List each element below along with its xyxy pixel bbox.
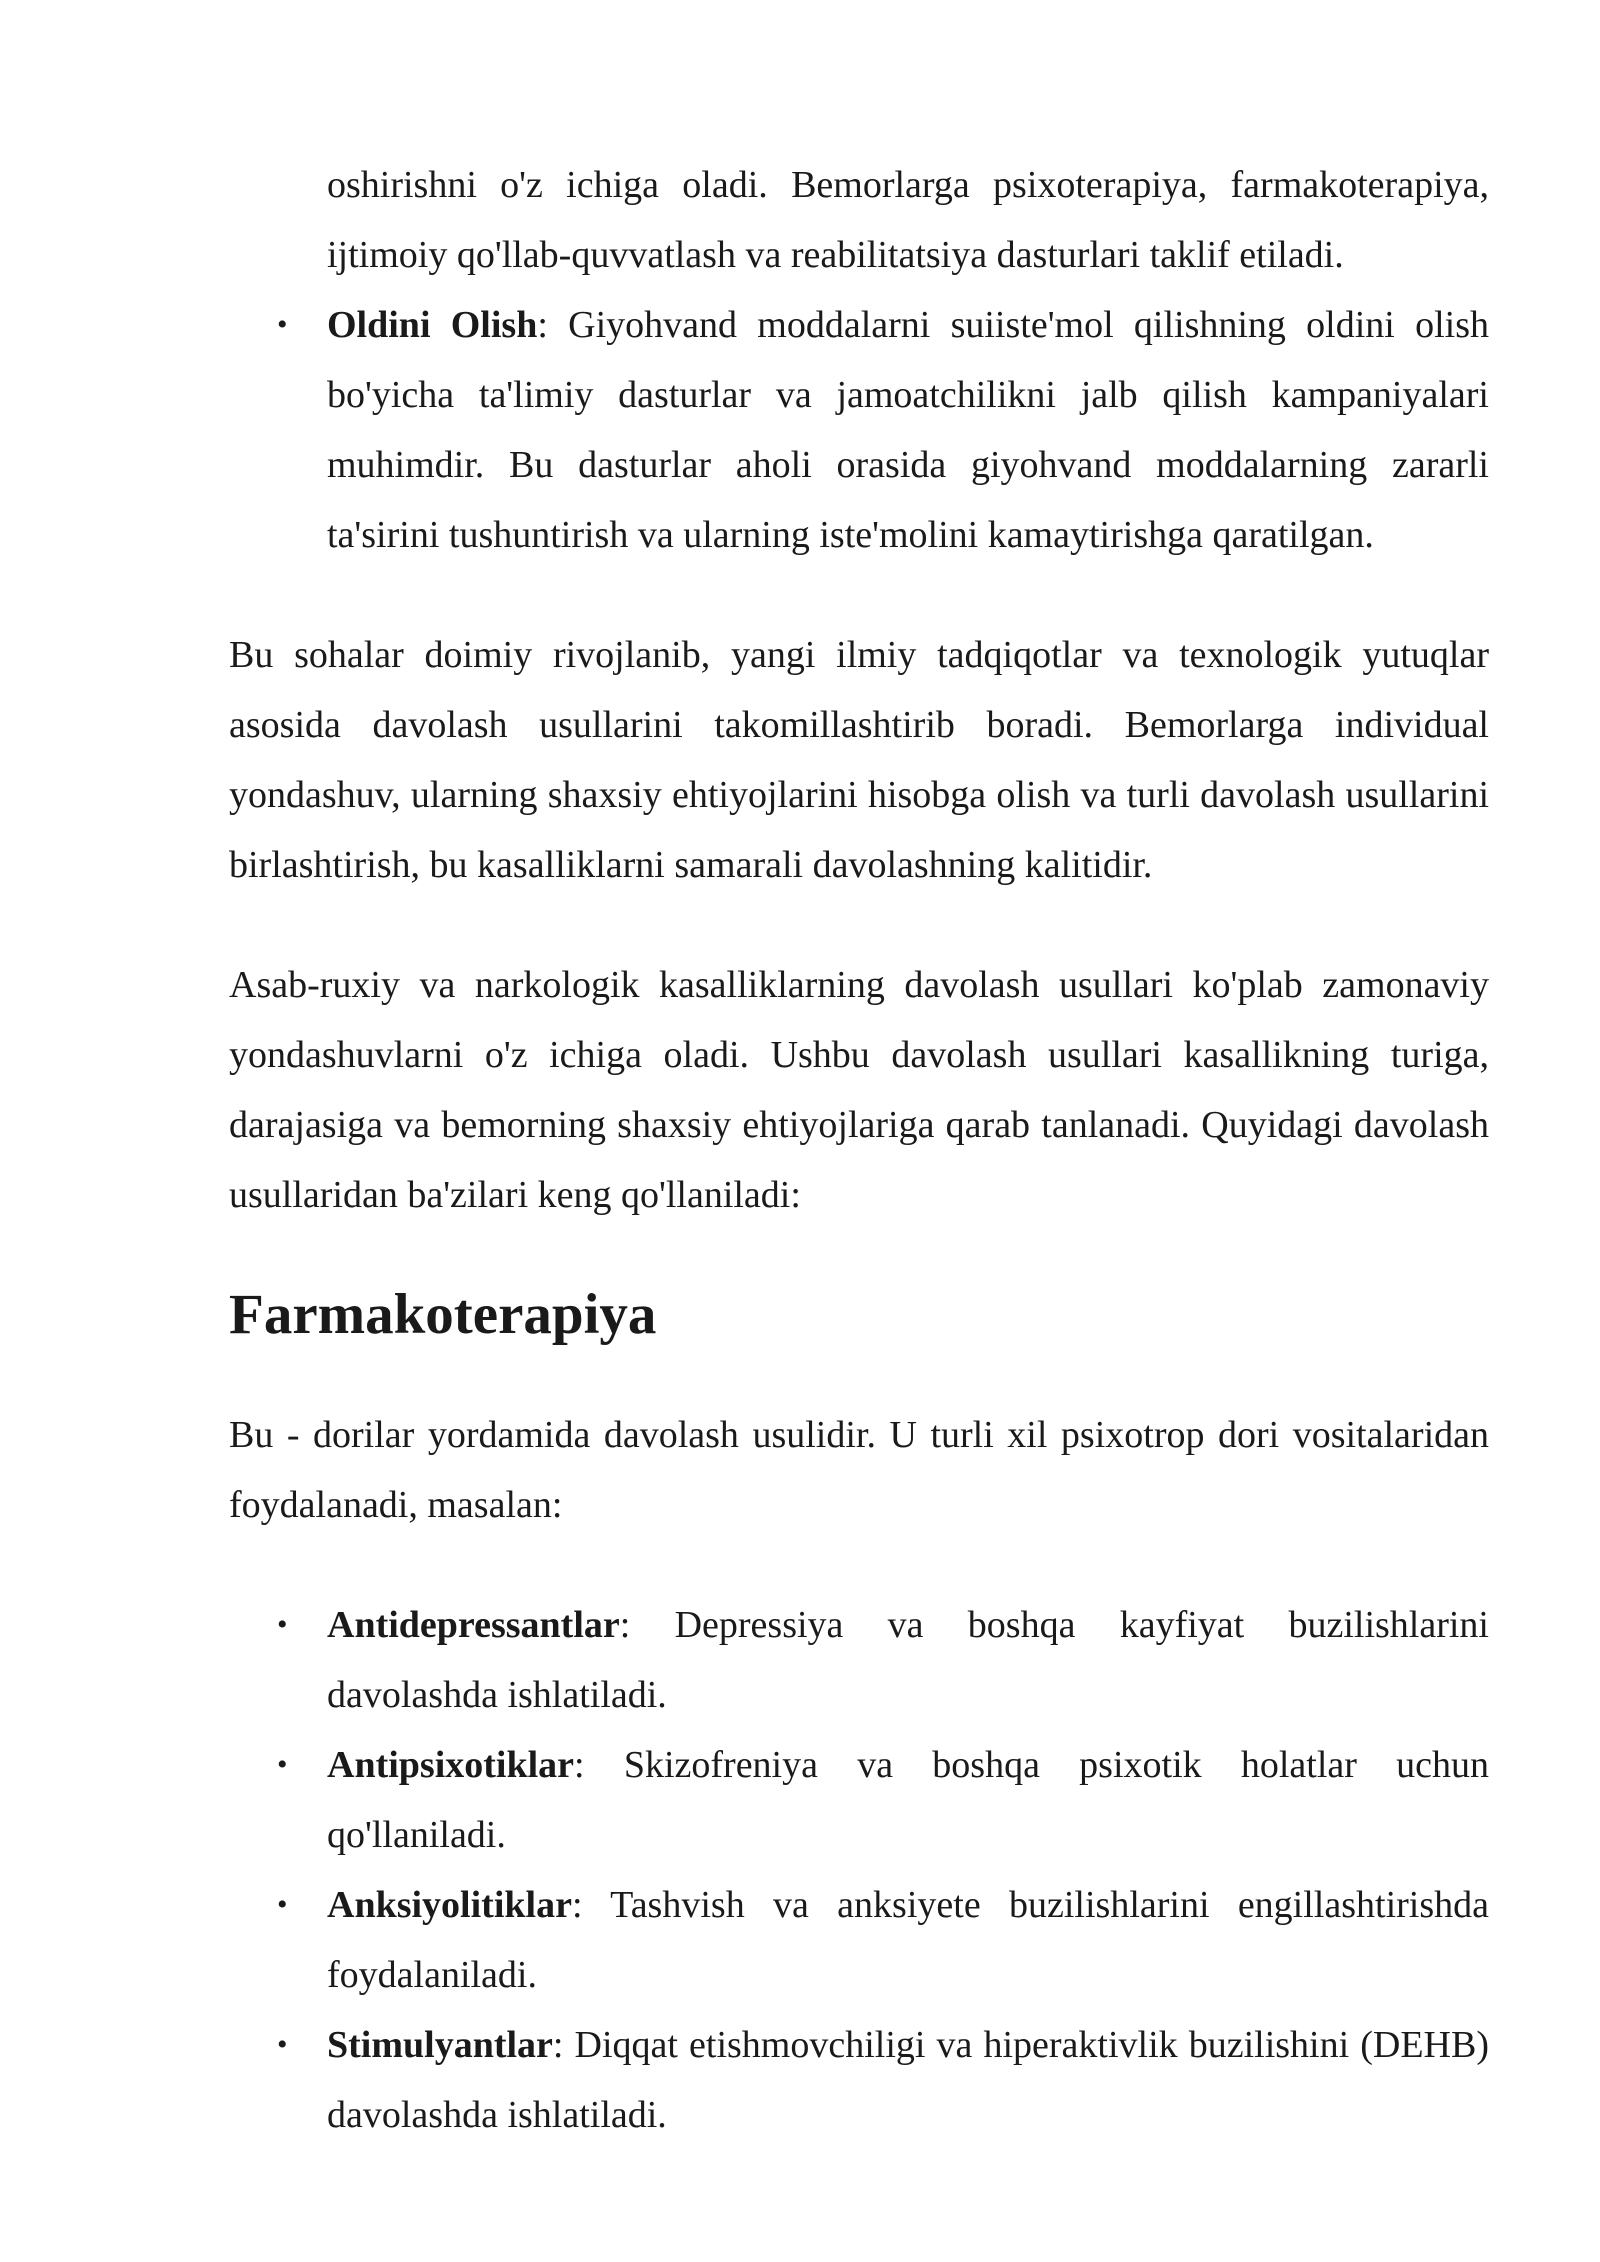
prevention-list	[229, 290, 1489, 570]
list-item-text: : Giyohvand moddalarni suiiste'mol qilishning oldini olish bo'yicha ta'limiy dasturlar va jamoatchilikni jalb qilish kampaniyalari muhimdir. Bu dasturlar aholi orasida giyohvand moddalarning zararli ta'sirini tushuntirish va ularning iste'molini kamaytirishga qaratilgan.	[327, 304, 1489, 556]
list-item-prevention	[229, 290, 1489, 570]
list-item-stimulants	[229, 2010, 1489, 2150]
list-item-term: Stimulyantlar	[327, 2024, 553, 2066]
list-item-anxiolytics	[229, 1870, 1489, 2010]
list-item-antipsychotics	[229, 1730, 1489, 1870]
list-item-term: Antidepressantlar	[327, 1604, 620, 1646]
document-page	[229, 150, 1489, 2150]
list-item-text: : Tashvish va anksiyete buzilishlarini engillashtirishda foydalaniladi.	[327, 1884, 1489, 1996]
list-item-term: Oldini Olish	[327, 304, 538, 346]
list-item-text: : Diqqat etishmovchiligi va hiperaktivlik buzilishini (DEHB) davolashda ishlatiladi.	[327, 2024, 1489, 2136]
section-intro: Bu - dorilar yordamida davolash usulidir. U turli xil psixotrop dori vositalaridan foydalanadi, masalan:	[229, 1414, 1489, 1526]
list-item-text: : Skizofreniya va boshqa psixotik holatlar uchun qo'llaniladi.	[327, 1744, 1489, 1856]
drug-class-list	[229, 1590, 1489, 2150]
bullet-icon: •	[277, 308, 288, 341]
section-heading: Farmakoterapiya	[229, 1283, 657, 1346]
list-item-term: Anksiyolitiklar	[327, 1884, 572, 1926]
list-item-text: : Depressiya va boshqa kayfiyat buzilishlarini davolashda ishlatiladi.	[327, 1604, 1489, 1716]
bullet-icon: •	[277, 1608, 288, 1641]
list-item-antidepressants	[229, 1590, 1489, 1730]
list-item-term: Antipsixotiklar	[327, 1744, 575, 1786]
bullet-icon: •	[277, 2028, 288, 2061]
list-item-continuation: oshirishni o'z ichiga oladi. Bemorlarga psixoterapiya, farmakoterapiya, ijtimoiy qo'llab-quvvatlash va reabilitatsiya dasturlari taklif etiladi.	[327, 164, 1489, 276]
bullet-icon: •	[277, 1888, 288, 1921]
bullet-icon: •	[277, 1748, 288, 1781]
paragraph-1: Bu sohalar doimiy rivojlanib, yangi ilmiy tadqiqotlar va texnologik yutuqlar asosida davolash usullarini takomillashtirib boradi. Bemorlarga individual yondashuv, ularning shaxsiy ehtiyojlarini hisobga olish va turli davolash usullarini birlashtirish, bu kasalliklarni samarali davolashning kalitidir.	[229, 634, 1489, 886]
paragraph-2: Asab-ruxiy va narkologik kasalliklarning davolash usullari ko'plab zamonaviy yondashuvlarni o'z ichiga oladi. Ushbu davolash usullari kasallikning turiga, darajasiga va bemorning shaxsiy ehtiyojlariga qarab tanlanadi. Quyidagi davolash usullaridan ba'zilari keng qo'llaniladi:	[229, 964, 1489, 1216]
